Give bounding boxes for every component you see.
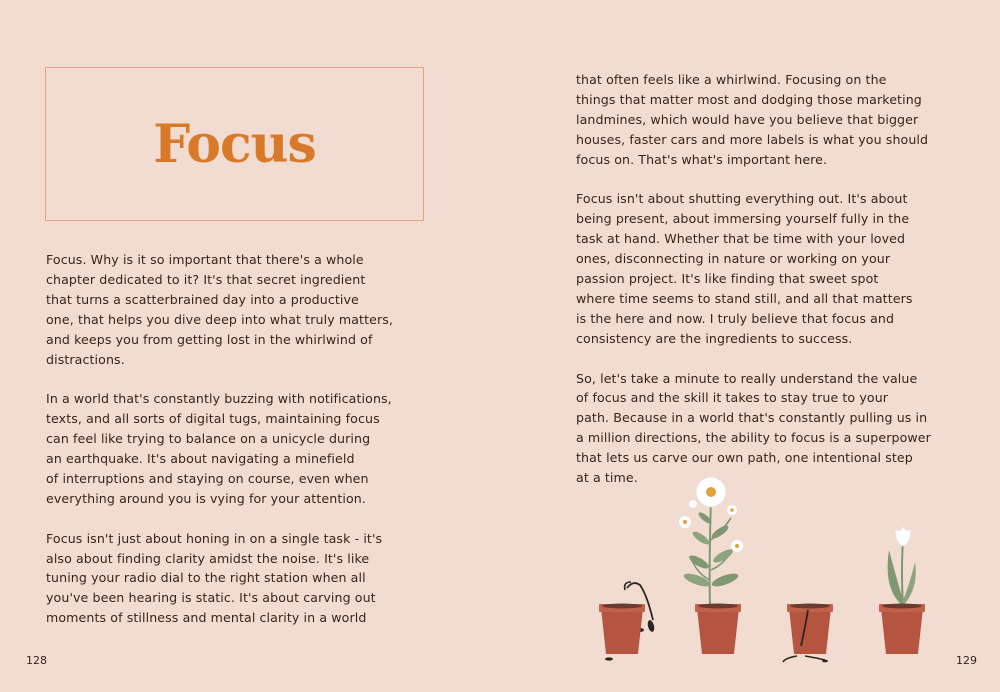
sprout-pot [783,604,833,663]
chapter-title: Focus [153,113,316,175]
daisy-flower-main [696,477,726,507]
left-column [46,250,436,648]
flower-pots-illustration [585,470,955,670]
title-box [45,67,424,221]
left-paragraph-3: Focus isn't just about honing in on a single task - it's also about finding clarity amidst the noise. It's like tuning your radio dial to the right station when all you've been hearing is static. It's about carving out moments of stillness and mental clarity in a world [46,530,383,626]
left-paragraph-2: In a world that's constantly buzzing with notifications, texts, and all sorts of digital tugs, maintaining focus can feel like trying to balance on a unicycle during an earthquake. It's about navigating a minefield of interruptions and staying on course, even when everything around you is vying for your attention. [46,391,392,506]
page-number-right: 129 [956,654,977,667]
left-paragraph-1: Focus. Why is it so important that there's a whole chapter dedicated to it? It's that secret ingredient that turns a scatterbrained day into a productive one, that helps you dive deep into what truly matters, and keeps you from getting lost in the whirlwind of distractions. [46,252,394,367]
right-paragraph-2: Focus isn't about shutting everything out. It's about being present, about immersing yourself fully in the task at hand. Whether that be time with your loved ones, disconnecting in nature or working on your passion project. It's like finding that sweet spot where time seems to stand still, and all that matters is the here and now. I truly believe that focus and consistency are the ingredients to success. [576,191,913,346]
page-number-left: 128 [26,654,47,667]
right-paragraph-3: So, let's take a minute to really understand the value of focus and the skill it takes to stay true to your path. Because in a world that's constantly pulling us in a million directions, the ability to focus is a superpower that lets us carve our own path, one intentional step at a time. [576,370,931,486]
right-paragraph-1: that often feels like a whirlwind. Focusing on the things that matter most and dodging those marketing landmines, which would have you believe that bigger houses, faster cars and more labels is what you should focus on. That's what's important here. [576,72,929,167]
tulip-flower [895,526,911,546]
daisy-plant-pot [679,477,743,654]
right-column [576,70,966,508]
wilted-plant-pot [599,582,655,661]
tulip-pot [879,526,925,654]
